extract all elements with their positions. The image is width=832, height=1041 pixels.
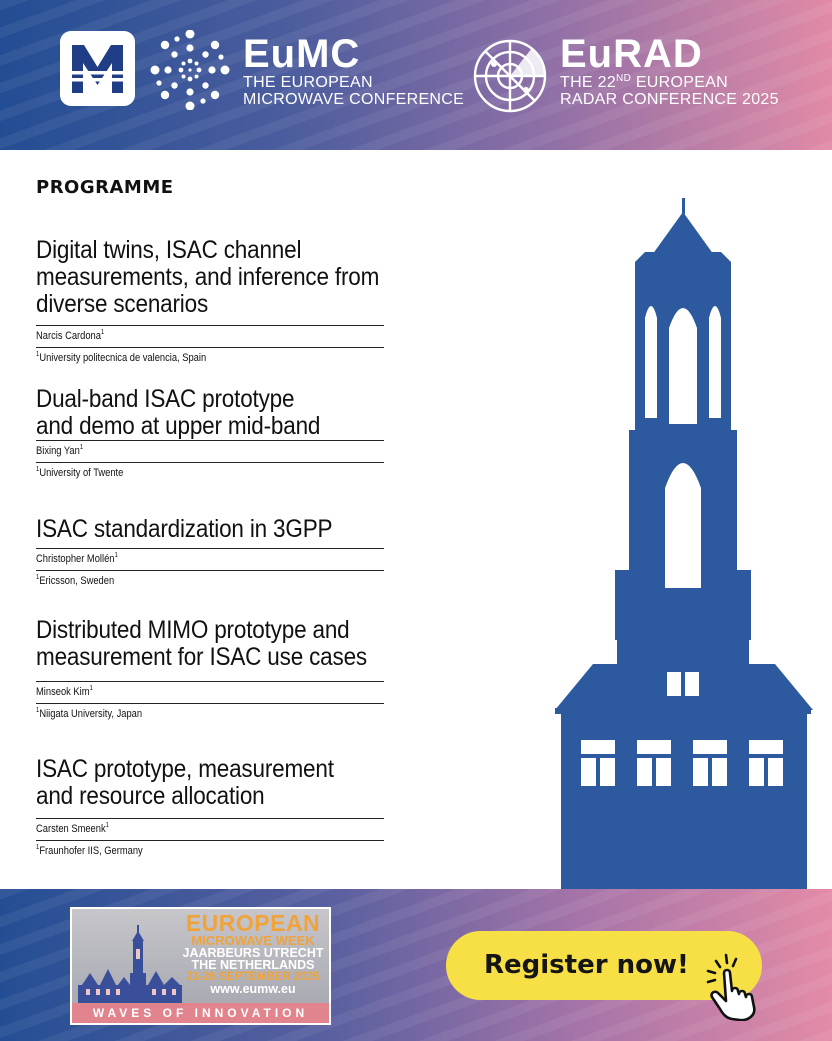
eurad-line2: RADAR CONFERENCE 2025 [560,91,779,108]
talk-item [36,386,386,480]
talk-affiliation: $^1$Ericsson, Sweden [36,574,115,587]
eumw-text [178,912,328,996]
header-banner [0,0,832,150]
dots-starburst-icon [150,30,230,115]
eurad-acronym: EuRAD [560,32,703,76]
programme-heading: PROGRAMME [36,177,174,198]
eurad-line1: THE 22ND EUROPEAN [560,73,729,91]
talk-author: Narcis Cardona$^1$ [36,329,105,342]
eumw-line1: EUROPEAN [185,910,321,936]
utrecht-skyline-icon [78,919,182,1003]
talk-title: Dual-band ISAC prototype and demo at upper mid-band [36,385,321,440]
talk-title: ISAC prototype, measurement and resource allocation [36,755,334,810]
eumw-line3: JAARBEURS UTRECHT [182,946,324,960]
talk-affiliation: $^1$University politecnica de valencia, Spain [36,351,207,364]
talk-title: Distributed MIMO prototype and measurement for ISAC use cases [36,616,368,671]
eumc-line1: THE EUROPEAN [243,74,373,91]
eumw-line5: 21-26 SEPTEMBER 2025 [186,971,320,983]
pointing-hand-cursor-icon [698,951,776,1026]
talk-item [36,237,386,365]
eumw-url: www.eumw.eu [210,982,296,996]
talk-author: Bixing Yan$^1$ [36,444,84,457]
talk-affiliation: $^1$University of Twente [36,466,124,479]
eurad-brand [560,34,779,108]
eumw-tagline: WAVES OF INNOVATION [72,1003,329,1023]
radar-globe-icon [472,38,548,119]
eumw-line2: MICROWAVE WEEK [191,933,315,948]
talk-affiliation: $^1$Niigata University, Japan [36,707,143,720]
talk-item [36,756,386,858]
talk-item [36,617,386,721]
talk-title: Digital twins, ISAC channel measurements, and inference from diverse scenarios [36,236,380,318]
talk-affiliation: $^1$Fraunhofer IIS, Germany [36,844,143,857]
dom-tower-illustration [553,198,815,895]
talk-author: Minseok Kim$^1$ [36,685,93,698]
talk-item [36,516,386,588]
talk-author: Christopher Mollén$^1$ [36,552,118,565]
register-now-button[interactable]: Register now! [446,931,762,1000]
talk-author: Carsten Smeenk$^1$ [36,822,109,835]
talk-title: ISAC standardization in 3GPP [36,515,333,543]
eumw-logo-card[interactable] [70,907,331,1025]
eumc-brand [243,34,464,108]
eumc-acronym: EuMC [243,32,361,76]
eumw-line4: THE NETHERLANDS [191,958,315,972]
eumw-m-logo-icon [60,31,135,106]
footer-banner [0,889,832,1041]
eumc-line2: MICROWAVE CONFERENCE [243,91,465,108]
